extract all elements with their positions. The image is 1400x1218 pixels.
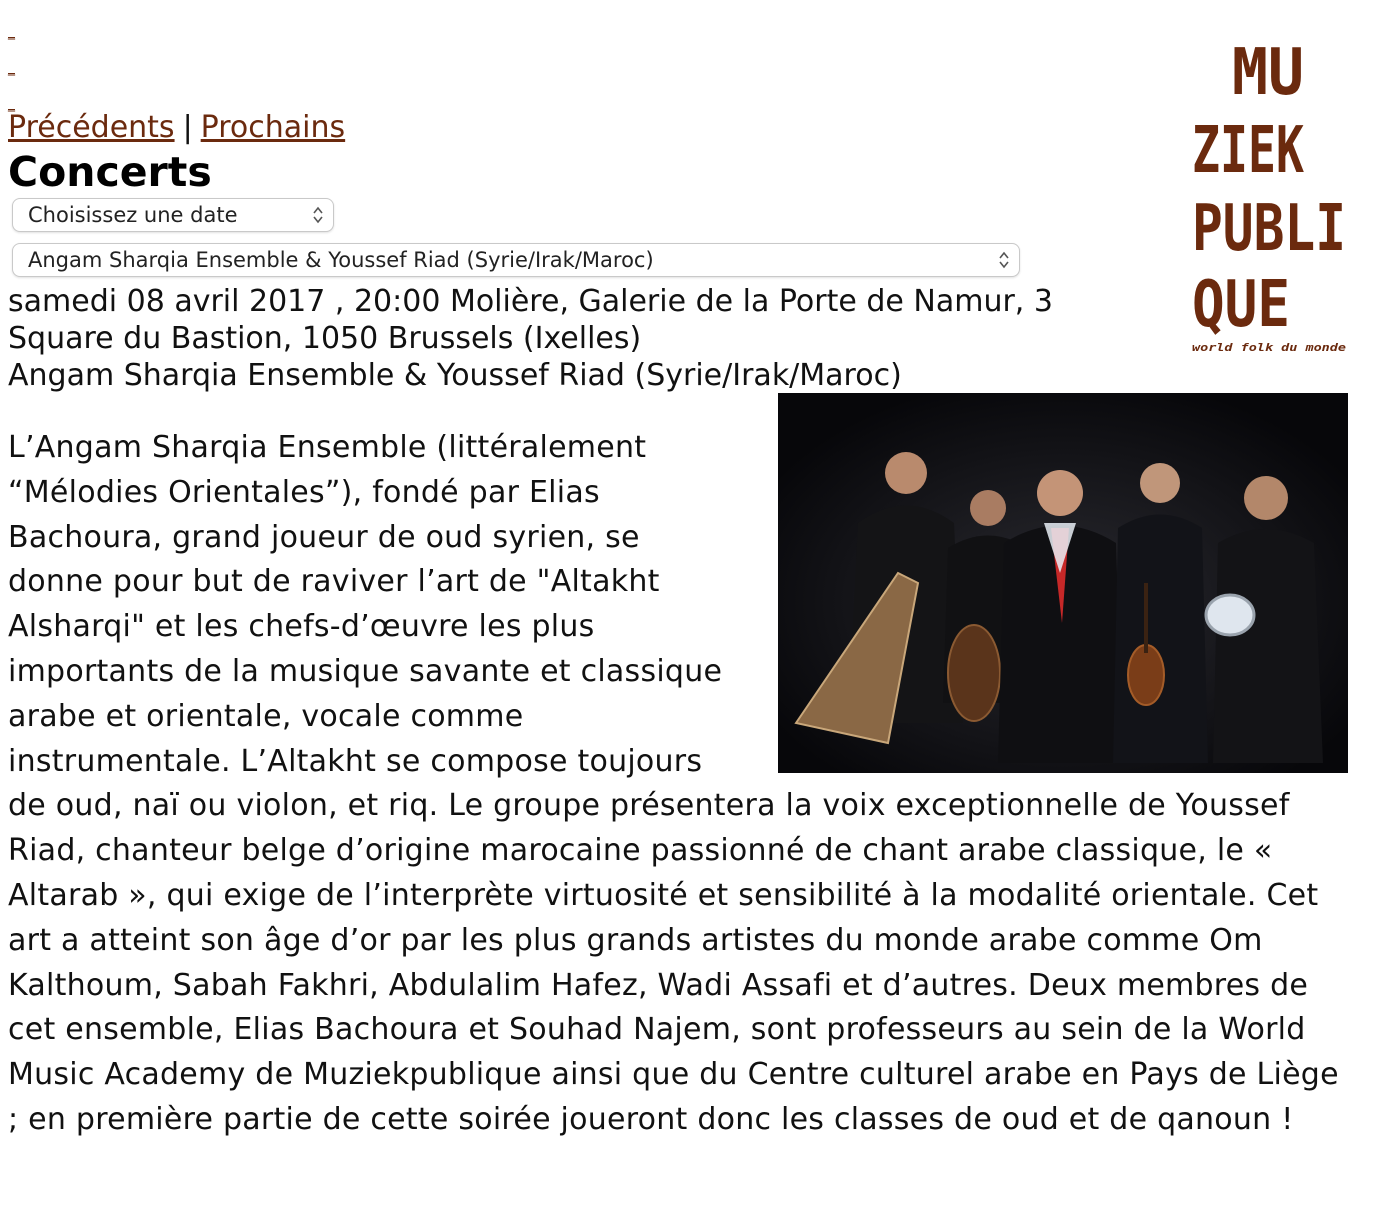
updown-chevron-icon <box>312 199 324 231</box>
article-body: L’Angam Sharqia Ensemble (littéralement “Mélodies Orientales”), fondé par Elias Bachoura, grand joueur de oud syrien, se donne pour but de raviver l’art de "Altakht Alsharqi" et les chefs-d’œuvre les plus importants de la musique savante et classique arabe et orientale, vocale comme instrumentale. L’Altakht se compose toujours de oud, naï ou violon, et riq. Le groupe présentera la voix exceptionnelle de Youssef Riad, chanteur belge d’origine marocaine passionné de chant arabe classique, le « Altarab », qui exige de l’interprète virtuosité et sensibilité à la modalité orientale. Cet art a atteint son âge d’or par les plus grands artistes du monde arabe comme Om Kalthoum, Sabah Fakhri, Abdulalim Hafez, Wadi Assafi et d’autres. Deux membres de cet ensemble, Elias Bachoura et Souhad Najem, sont professeurs au sein de la World Music Academy de Muziekpublique ainsi que du Centre culturel arabe en Pays de Liège ; en première partie de cette soirée joueront donc les classes de oud et de qanoun ! <box>8 430 1339 1137</box>
logo-line-2: ZIEK <box>1192 114 1305 188</box>
next-link[interactable]: Prochains <box>200 110 346 145</box>
concert-select-value: Angam Sharqia Ensemble & Youssef Riad (Syrie/Irak/Maroc) <box>28 248 654 272</box>
muziekpublique-logo[interactable] <box>1188 24 1350 358</box>
ensemble-photo-image <box>778 393 1348 773</box>
logo-line-1: MU <box>1232 36 1304 110</box>
concert-select[interactable] <box>12 243 1020 277</box>
date-select-value: Choisissez une date <box>28 203 238 227</box>
logo-tagline: world folk du monde <box>1192 341 1347 354</box>
event-date-venue: samedi 08 avril 2017 , 20:00 Molière, Galerie de la Porte de Namur, 3 Square du Bastion, 1050 Brussels (Ixelles) <box>8 284 1053 356</box>
logo-line-4: QUE <box>1192 268 1290 342</box>
logo-line-3: PUBLI <box>1192 192 1346 266</box>
ensemble-photo <box>778 393 1348 773</box>
concert-pagination <box>8 108 345 148</box>
date-select[interactable] <box>12 198 334 232</box>
event-info <box>8 283 1158 394</box>
top-link-3[interactable]: _ <box>8 96 15 112</box>
event-title: Angam Sharqia Ensemble & Youssef Riad (Syrie/Irak/Maroc) <box>8 358 902 393</box>
previous-link[interactable]: Précédents <box>8 110 175 145</box>
updown-chevron-icon <box>998 244 1010 276</box>
top-link-1[interactable]: _ <box>8 24 15 40</box>
top-links <box>8 14 38 122</box>
event-description <box>8 426 1353 1143</box>
page-title: Concerts <box>8 148 212 196</box>
nav-separator: | <box>182 110 193 145</box>
top-link-2[interactable]: _ <box>8 60 15 76</box>
